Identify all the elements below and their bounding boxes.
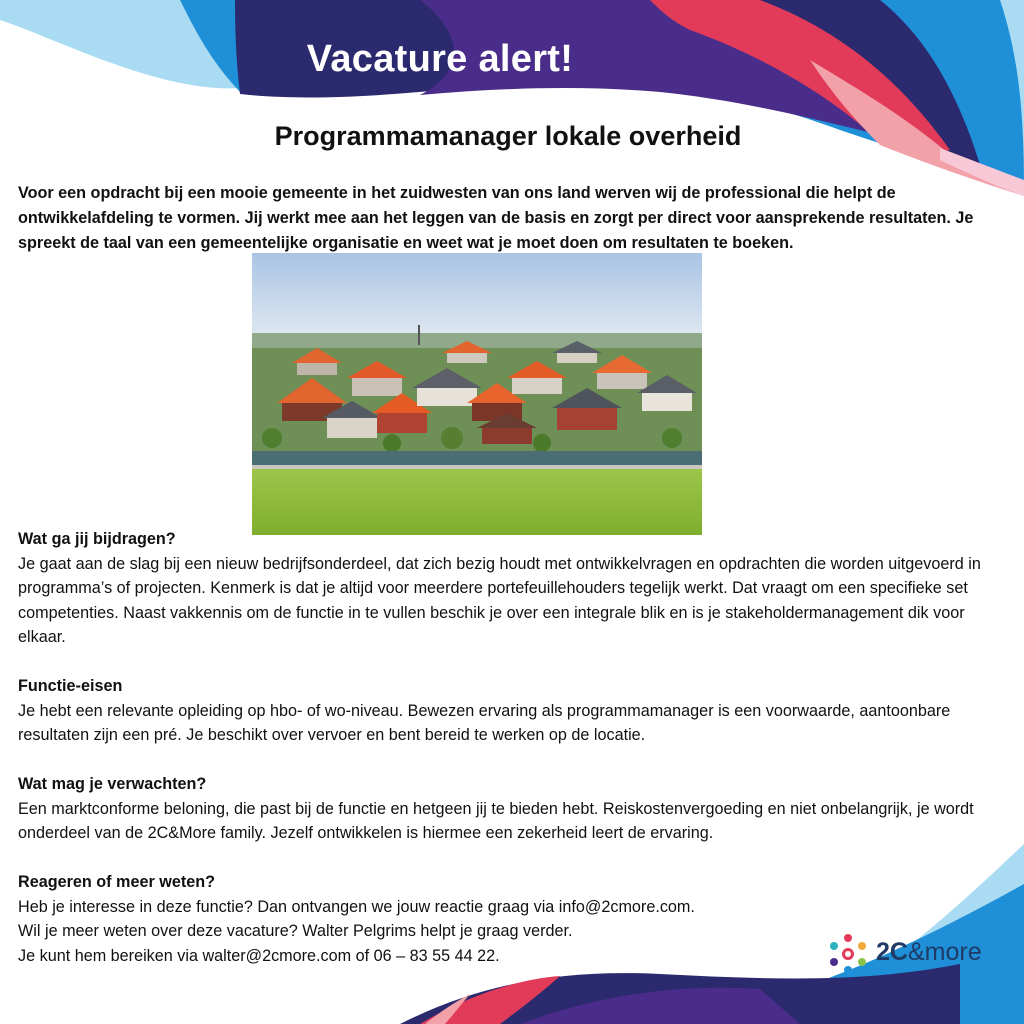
contact-line-email: Heb je interesse in deze functie? Dan ontvangen we jouw reactie graag via info@2cmore.com. — [18, 897, 695, 916]
contact-line-phone: Je kunt hem bereiken via walter@2cmore.com of 06 – 83 55 44 22. — [18, 946, 500, 965]
company-logo — [824, 930, 994, 980]
section-text: Je gaat aan de slag bij een nieuw bedrijfsonderdeel, dat zich bezig houdt met ontwikkelvragen en opdrachten die worden uitgevoerd in programma’s of projecten. Kenmerk is dat je altijd voor meerdere portefeuillehouders tegelijk werkt. Dat vraagt om een specifieke set competenties. Naast vakkennis om de functie in te vullen beschik je over een integrale blik en is je stakeholdermanagement dik voor elkaar. — [18, 554, 981, 646]
logo-wordmark: 2C&more — [876, 938, 982, 966]
contact-line-person: Wil je meer weten over deze vacature? Walter Pelgrims helpt je graag verder. — [18, 922, 573, 940]
section-heading: Wat mag je verwachten? — [18, 775, 207, 793]
housing-district-photo — [252, 253, 702, 535]
headline: Vacature alert! — [306, 38, 574, 80]
section-requirements — [18, 674, 1008, 748]
section-heading: Reageren of meer weten? — [18, 873, 216, 891]
job-title: Programmamanager lokale overheid — [274, 121, 742, 151]
section-offer — [18, 772, 1008, 846]
section-contribution — [18, 527, 1008, 650]
people-circle-icon — [824, 930, 872, 978]
section-heading: Functie-eisen — [18, 677, 123, 695]
intro-paragraph: Voor een opdracht bij een mooie gemeente in het zuidwesten van ons land werven wij de professional die helpt de ontwikkelafdeling te vormen. Jij werkt mee aan het leggen van de basis en zorgt per direct voor aansprekende resultaten. Je spreekt de taal van een gemeentelijke organisatie en weet wat je moet doen om resultaten te boeken. — [18, 184, 974, 252]
section-heading: Wat ga jij bijdragen? — [18, 530, 176, 548]
section-text: Je hebt een relevante opleiding op hbo- of wo-niveau. Bewezen ervaring als programmamanager is een voorwaarde, aantoonbare resultaten zijn een pré. Je beschikt over vervoer en bent bereid te werken op de locatie. — [18, 701, 951, 744]
top-wave-banner — [0, 0, 1024, 200]
section-text: Een marktconforme beloning, die past bij de functie en hetgeen jij te bieden hebt. Reiskostenvergoeding en niet onbelangrijk, je wordt onderdeel van de 2C&More family. Jezelf ontwikkelen is hiermee een zekerheid leert de ervaring. — [18, 799, 974, 842]
